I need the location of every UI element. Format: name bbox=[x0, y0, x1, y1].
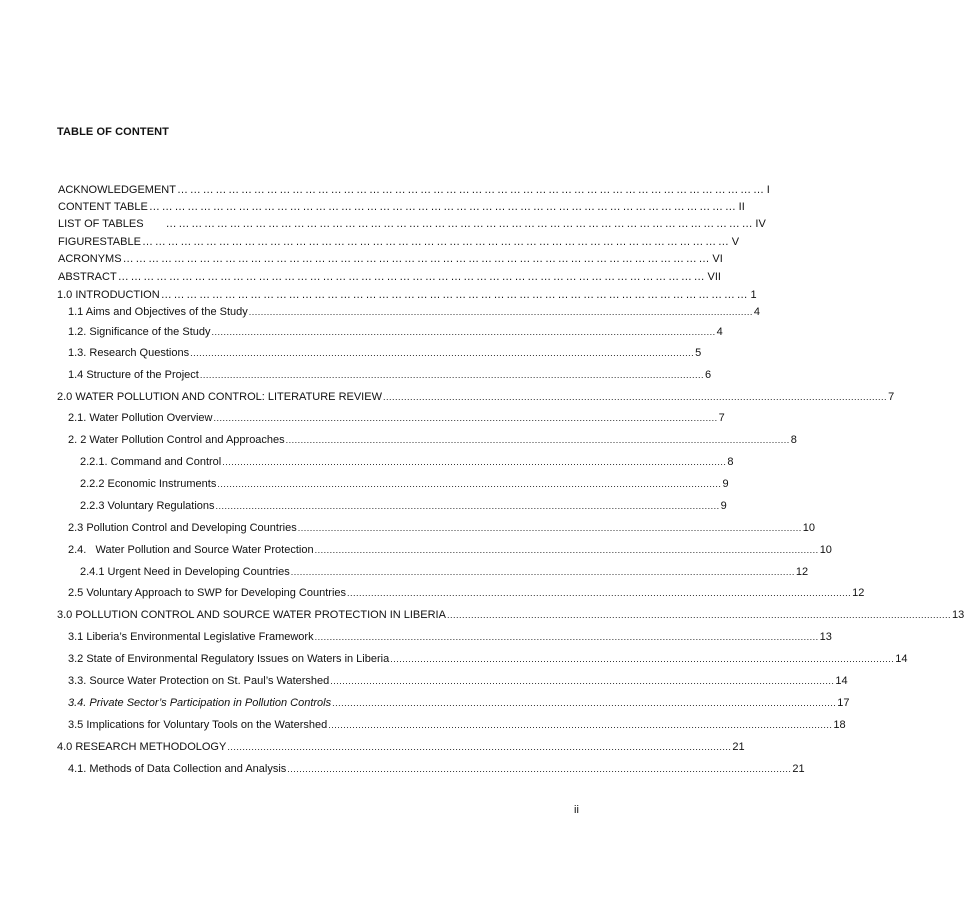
toc-entry[interactable] bbox=[80, 499, 727, 513]
leader-dots: ………………………………………………………………………………………………………………………… bbox=[176, 184, 766, 196]
toc-entry-label: LIST OF TABLES bbox=[58, 218, 144, 230]
leader-dots: ........................................................................................................................................................................ bbox=[314, 545, 819, 555]
toc-entry[interactable] bbox=[57, 740, 745, 754]
toc-entry-label: ACRONYMS bbox=[58, 253, 122, 265]
toc-entry-label: 1.4 Structure of the Project bbox=[68, 369, 199, 381]
toc-entry-label: 1.0 INTRODUCTION bbox=[57, 289, 160, 301]
leader-dots: ........................................................................................................................................................................ bbox=[382, 392, 888, 402]
toc-entry-page: 13 bbox=[952, 609, 964, 621]
toc-entry[interactable] bbox=[68, 368, 712, 382]
toc-entry[interactable] bbox=[68, 325, 723, 339]
leader-dots: ………………………………………………………………………………………………………………………… bbox=[148, 201, 738, 213]
leader-dots: ........................................................................................................................................................................ bbox=[285, 435, 790, 445]
leader-dots: ........................................................................................................................................................................ bbox=[222, 457, 727, 467]
toc-entry-label: 2.2.2 Economic Instruments bbox=[80, 478, 217, 490]
leader-dots: ………………………………………………………………………………………………………………………… bbox=[141, 236, 731, 248]
toc-entry[interactable] bbox=[58, 183, 770, 197]
toc-entry[interactable] bbox=[80, 477, 729, 491]
toc-entry[interactable] bbox=[68, 433, 797, 447]
leader-dots: ………………………………………………………………………………………………………………………… bbox=[165, 218, 755, 230]
toc-entry-label: 3.5 Implications for Voluntary Tools on the Watershed bbox=[68, 719, 328, 731]
toc-entry-page: 8 bbox=[790, 434, 797, 446]
toc-entry-label: 2.4.1 Urgent Need in Developing Countries bbox=[80, 566, 290, 578]
toc-entry[interactable] bbox=[68, 586, 865, 600]
toc-entry-page: 13 bbox=[819, 631, 832, 643]
toc-entry-page: 10 bbox=[802, 522, 816, 534]
toc-entry[interactable] bbox=[68, 718, 846, 732]
toc-entry-label: 2.3 Pollution Control and Developing Countries bbox=[68, 522, 297, 534]
toc-entry-label: 3.1 Liberia’s Environmental Legislative Framework bbox=[68, 631, 314, 643]
toc-entry-label: 2.1. Water Pollution Overview bbox=[68, 412, 213, 424]
toc-entry-page: IV bbox=[755, 218, 766, 230]
toc-entry-label: 4.1. Methods of Data Collection and Analysis bbox=[68, 763, 287, 775]
toc-entry-label: 2.2.3 Voluntary Regulations bbox=[80, 500, 215, 512]
toc-entry-page: 8 bbox=[727, 456, 734, 468]
toc-entry[interactable] bbox=[68, 346, 702, 360]
toc-entry[interactable] bbox=[80, 455, 734, 469]
toc-entry-page: V bbox=[731, 236, 740, 248]
toc-entry[interactable] bbox=[68, 521, 816, 535]
toc-entry[interactable] bbox=[58, 217, 766, 231]
leader-dots: ........................................................................................................................................................................ bbox=[211, 327, 716, 337]
leader-dots: ........................................................................................................................................................................ bbox=[227, 742, 732, 752]
toc-entry-label: 2. 2 Water Pollution Control and Approaches bbox=[68, 434, 285, 446]
toc-entry[interactable] bbox=[68, 674, 848, 688]
leader-dots: ........................................................................................................................................................................ bbox=[213, 413, 718, 423]
toc-entry-page: 21 bbox=[732, 741, 745, 753]
toc-entry-page: 14 bbox=[835, 675, 848, 687]
toc-entry[interactable] bbox=[68, 652, 908, 666]
toc-entry-label: CONTENT TABLE bbox=[58, 201, 148, 213]
leader-dots: ........................................................................................................................................................................ bbox=[332, 698, 837, 708]
leader-dots: ………………………………………………………………………………………………………………………… bbox=[122, 253, 712, 265]
leader-dots: ………………………………………………………………………………………………………………………… bbox=[117, 271, 707, 283]
toc-entry-page: 17 bbox=[837, 697, 850, 709]
toc-entry[interactable] bbox=[57, 390, 895, 404]
toc-entry-label: FIGURESTABLE bbox=[58, 236, 141, 248]
toc-entry-page: 4 bbox=[716, 326, 723, 338]
toc-entry-label: ACKNOWLEDGEMENT bbox=[58, 184, 176, 196]
leader-dots: ........................................................................................................................................................................ bbox=[217, 479, 722, 489]
toc-entry[interactable] bbox=[80, 565, 809, 579]
toc-entry-page: 21 bbox=[792, 763, 805, 775]
leader-dots: ........................................................................................................................................................................ bbox=[330, 676, 835, 686]
toc-entry[interactable] bbox=[68, 305, 760, 319]
toc-entry[interactable] bbox=[58, 200, 745, 214]
leader-dots: ........................................................................................................................................................................ bbox=[190, 348, 695, 358]
toc-entry-page: 18 bbox=[833, 719, 846, 731]
toc-entry[interactable] bbox=[68, 411, 725, 425]
leader-dots: ........................................................................................................................................................................ bbox=[347, 588, 852, 598]
toc-entry-label: 3.3. Source Water Protection on St. Paul’s Watershed bbox=[68, 675, 330, 687]
leader-dots: ........................................................................................................................................................................ bbox=[287, 764, 792, 774]
leader-dots: ........................................................................................................................................................................ bbox=[446, 610, 952, 620]
toc-entry-page: 7 bbox=[718, 412, 725, 424]
leader-dots: ........................................................................................................................................................................ bbox=[248, 307, 753, 317]
toc-entry[interactable] bbox=[58, 270, 721, 284]
toc-entry-page: 9 bbox=[720, 500, 727, 512]
leader-dots: ........................................................................................................................................................................ bbox=[390, 654, 895, 664]
toc-entry-label: 2.2.1. Command and Control bbox=[80, 456, 222, 468]
toc-entry-label: 4.0 RESEARCH METHODOLOGY bbox=[57, 741, 227, 753]
toc-entry-page: 12 bbox=[795, 566, 809, 578]
toc-entry-page: VI bbox=[712, 253, 723, 265]
toc-entry-page: 6 bbox=[704, 369, 712, 381]
leader-dots: ………………………………………………………………………………………………………………………… bbox=[160, 289, 750, 301]
toc-entry-label: 2.4. Water Pollution and Source Water Protection bbox=[68, 544, 314, 556]
toc-entry-label: 3.2 State of Environmental Regulatory Issues on Waters in Liberia bbox=[68, 653, 390, 665]
toc-entry-label: 2.0 WATER POLLUTION AND CONTROL: LITERATURE REVIEW bbox=[57, 391, 382, 403]
leader-dots: ........................................................................................................................................................................ bbox=[290, 567, 795, 577]
toc-entry[interactable] bbox=[68, 543, 832, 557]
toc-entry[interactable] bbox=[68, 630, 832, 644]
toc-entry[interactable] bbox=[57, 608, 964, 622]
toc-entry-label: 1.3. Research Questions bbox=[68, 347, 190, 359]
toc-entry-page: 10 bbox=[819, 544, 832, 556]
leader-dots: ........................................................................................................................................................................ bbox=[328, 720, 833, 730]
toc-entry-label: 3.0 POLLUTION CONTROL AND SOURCE WATER PROTECTION IN LIBERIA bbox=[57, 609, 446, 621]
leader-dots: ........................................................................................................................................................................ bbox=[215, 501, 720, 511]
toc-entry[interactable] bbox=[58, 252, 723, 266]
leader-dots: ........................................................................................................................................................................ bbox=[297, 523, 802, 533]
toc-entry[interactable] bbox=[57, 288, 757, 302]
toc-entry-page: 7 bbox=[888, 391, 895, 403]
toc-entry-page: 5 bbox=[695, 347, 702, 359]
leader-dots: ........................................................................................................................................................................ bbox=[314, 632, 819, 642]
toc-entry-label: 1.2. Significance of the Study bbox=[68, 326, 211, 338]
toc-entry-page: 9 bbox=[722, 478, 729, 490]
toc-entry-page: VII bbox=[707, 271, 721, 283]
toc-entry[interactable] bbox=[58, 235, 740, 249]
toc-entry-page: I bbox=[766, 184, 770, 196]
toc-entry-page: 1 bbox=[750, 289, 757, 301]
toc-entry-page: II bbox=[738, 201, 745, 213]
toc-entry-page: 4 bbox=[753, 306, 760, 318]
toc-entry[interactable] bbox=[68, 696, 850, 710]
toc-entry-label: ABSTRACT bbox=[58, 271, 117, 283]
page-number: ii bbox=[574, 804, 579, 816]
toc-entry-label: 2.5 Voluntary Approach to SWP for Developing Countries bbox=[68, 587, 347, 599]
toc-entry[interactable] bbox=[68, 762, 805, 776]
page-title: TABLE OF CONTENT bbox=[57, 126, 169, 138]
toc-entry-label: 1.1 Aims and Objectives of the Study bbox=[68, 306, 248, 318]
toc-entry-page: 12 bbox=[852, 587, 865, 599]
toc-entry-page: 14 bbox=[895, 653, 908, 665]
leader-dots: ........................................................................................................................................................................ bbox=[199, 370, 704, 380]
toc-entry-label: 3.4. Private Sector’s Participation in Pollution Controls bbox=[68, 697, 332, 709]
